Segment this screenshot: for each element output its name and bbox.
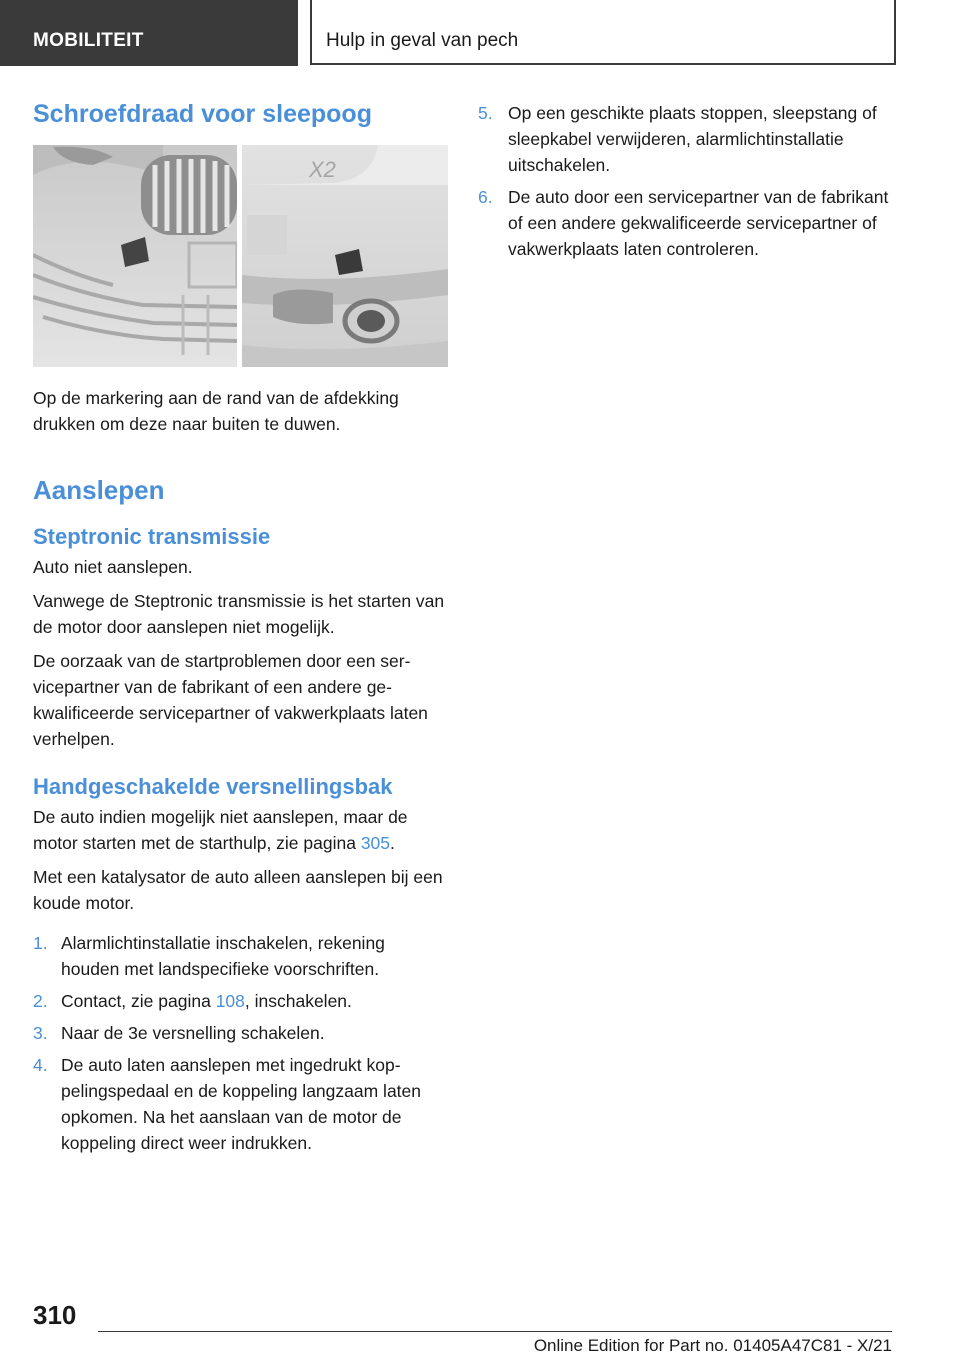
list-item (478, 100, 898, 178)
section-title: Hulp in geval van pech (326, 30, 519, 51)
footer-divider (98, 1331, 892, 1332)
manual-para-1 (33, 804, 448, 856)
page-link-305[interactable]: 305 (360, 833, 391, 853)
heading-steptronic: Steptronic transmissie (33, 524, 271, 549)
step-number: 6. (478, 187, 493, 207)
figure-caption: Op de markering aan de rand van de afdekking drukken om deze naar buiten te duwen. (33, 388, 399, 434)
step-text: De auto laten aanslepen met ingedrukt koppelingspedaal en de koppeling langzaam laten opkomen. Na het aanslaan van de motor de koppeling direct weer indrukken. (61, 1055, 421, 1153)
list-item (33, 1020, 448, 1046)
footer-edition: Online Edition for Part no. 01405A47C81 - X/21 (533, 1336, 892, 1355)
list-item (33, 930, 448, 982)
step-number: 5. (478, 103, 493, 123)
right-column (478, 100, 898, 268)
section-tab (310, 0, 896, 65)
step-number: 3. (33, 1023, 48, 1043)
steptronic-para-2: Vanwege de Steptronic transmissie is het starten van de motor door aanslepen niet mogelijk. (33, 591, 445, 637)
step-text-end: , inschakelen. (244, 991, 352, 1011)
page-number: 310 (33, 1300, 77, 1330)
steptronic-para-3: De oorzaak van de startproblemen door een servicepartner van de fabrikant of een andere gekwalificeerde servicepartner of vakwerkplaats laten verhelpen. (33, 651, 428, 749)
model-badge-text: X2 (309, 157, 336, 182)
car-bumper-illustration (33, 145, 448, 367)
list-item (33, 1052, 448, 1156)
step-text: De auto door een servicepartner van de fabrikant of een andere gekwalificeerde servicepartner of vakwerkplaats laten controleren. (508, 187, 889, 259)
step-text: Op een geschikte plaats stoppen, sleepstang of sleepkabel verwijderen, alarmlichtinstallatie uitschakelen. (508, 103, 877, 175)
step-number: 4. (33, 1055, 48, 1075)
section-heading-tow-eye-thread: Schroefdraad voor sleepoog (33, 100, 372, 128)
heading-manual-gearbox: Handgeschakelde versnellingsbak (33, 774, 393, 799)
manual-para-2: Met een katalysator de auto alleen aanslepen bij een koude motor. (33, 867, 443, 913)
heading-towing: Aanslepen (33, 475, 165, 505)
chapter-title: MOBILITEIT (33, 30, 144, 51)
chapter-tab (0, 0, 298, 66)
step-number: 1. (33, 933, 48, 953)
step-text: Alarmlichtinstallatie inschakelen, rekening houden met landspecifieke voorschriften. (61, 933, 385, 979)
towing-steps-list-continued (478, 100, 898, 262)
left-column (33, 100, 448, 1162)
step-text: Contact, zie pagina (61, 991, 216, 1011)
page-header (0, 0, 960, 66)
tow-eye-figure (33, 145, 448, 367)
manual-para-1-end: . (390, 833, 395, 853)
step-number: 2. (33, 991, 48, 1011)
steptronic-para-1: Auto niet aanslepen. (33, 557, 193, 577)
page-link-108[interactable]: 108 (215, 991, 245, 1011)
list-item (478, 184, 898, 262)
step-text: Naar de 3e versnelling schakelen. (61, 1023, 325, 1043)
manual-para-1-text: De auto indien mogelijk niet aanslepen, maar de motor starten met de starthulp, zie pagina (33, 807, 408, 853)
list-item (33, 988, 448, 1014)
towing-steps-list (33, 930, 448, 1156)
